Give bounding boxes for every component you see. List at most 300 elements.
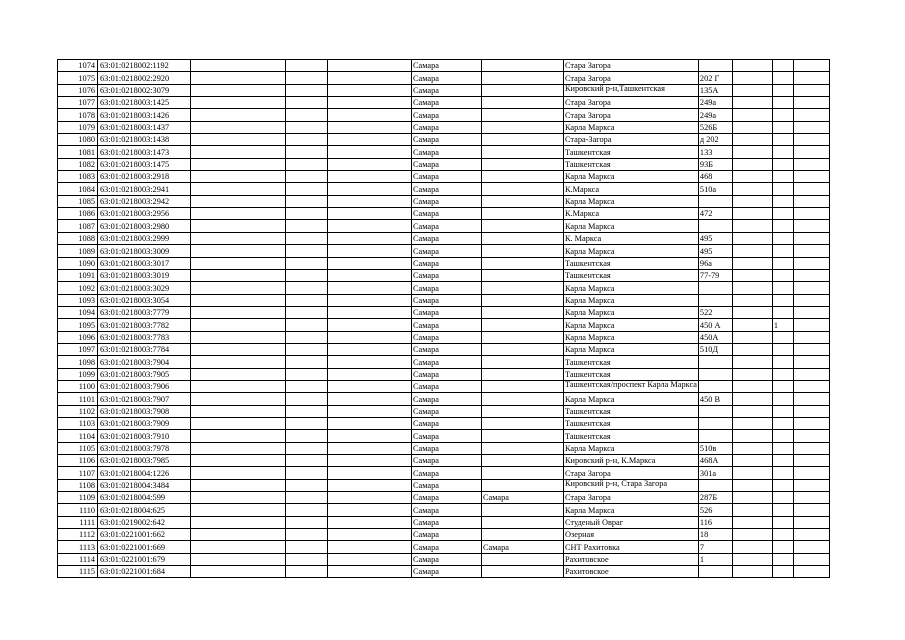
empty-cell (732, 257, 772, 269)
empty-cell (286, 331, 328, 343)
table-row (58, 492, 830, 504)
empty-cell (191, 306, 286, 318)
empty-cell (732, 245, 772, 257)
settlement-cell (482, 269, 564, 281)
extra-cell (772, 467, 793, 479)
house-cell: 18 (698, 529, 732, 541)
empty-cell (191, 60, 286, 72)
settlement-cell (482, 109, 564, 121)
extra-cell (772, 171, 793, 183)
empty-cell (732, 393, 772, 405)
empty-cell (328, 171, 412, 183)
empty-cell (286, 232, 328, 244)
empty-cell (191, 109, 286, 121)
empty-cell (328, 158, 412, 170)
empty-cell (286, 479, 328, 491)
extra-cell (772, 368, 793, 380)
house-cell: 96а (698, 257, 732, 269)
empty-cell (191, 516, 286, 528)
empty-cell (286, 541, 328, 553)
row-number: 1091 (58, 269, 98, 281)
row-number: 1095 (58, 319, 98, 331)
extra-cell (772, 146, 793, 158)
city-cell: Самара (412, 208, 482, 220)
city-cell: Самара (412, 171, 482, 183)
table-row (58, 208, 830, 220)
house-cell: 135А (698, 84, 732, 96)
settlement-cell (482, 282, 564, 294)
cadastral-number: 63:01:0218002:2920 (98, 72, 191, 84)
row-number: 1094 (58, 306, 98, 318)
street-cell: Ташкентская (564, 356, 699, 368)
empty-cell (732, 430, 772, 442)
table-row (58, 146, 830, 158)
city-cell: Самара (412, 134, 482, 146)
house-cell: 116 (698, 516, 732, 528)
empty-cell (191, 294, 286, 306)
row-number: 1089 (58, 245, 98, 257)
empty-cell (732, 294, 772, 306)
empty-cell (732, 479, 772, 491)
table-row (58, 109, 830, 121)
street-cell: Кировский р-н, Стара Загора (564, 479, 699, 491)
empty-cell (286, 405, 328, 417)
settlement-cell (482, 516, 564, 528)
empty-cell (328, 208, 412, 220)
city-cell: Самара (412, 393, 482, 405)
empty-cell (793, 183, 829, 195)
table-row (58, 553, 830, 565)
street-cell: Ташкентская/проспект Карла Маркса (564, 380, 699, 392)
settlement-cell (482, 245, 564, 257)
empty-cell (328, 269, 412, 281)
street-cell: Карла Маркса (564, 220, 699, 232)
table-row (58, 331, 830, 343)
row-number: 1101 (58, 393, 98, 405)
empty-cell (732, 195, 772, 207)
cadastral-number: 63:01:0218003:7783 (98, 331, 191, 343)
extra-cell (772, 97, 793, 109)
house-cell: 249а (698, 97, 732, 109)
empty-cell (793, 146, 829, 158)
extra-cell (772, 343, 793, 355)
street-cell: Стара Загора (564, 109, 699, 121)
table-row (58, 467, 830, 479)
empty-cell (793, 467, 829, 479)
empty-cell (793, 60, 829, 72)
empty-cell (328, 368, 412, 380)
extra-cell (772, 380, 793, 392)
empty-cell (732, 516, 772, 528)
city-cell: Самара (412, 294, 482, 306)
cadastral-number: 63:01:0218003:3009 (98, 245, 191, 257)
cadastral-number: 63:01:0221001:679 (98, 553, 191, 565)
extra-cell (772, 529, 793, 541)
empty-cell (286, 195, 328, 207)
empty-cell (191, 121, 286, 133)
street-cell: Студеный Овраг (564, 516, 699, 528)
street-cell: К.Маркса (564, 183, 699, 195)
empty-cell (793, 121, 829, 133)
house-cell (698, 282, 732, 294)
cadastral-number: 63:01:0221001:662 (98, 529, 191, 541)
empty-cell (286, 306, 328, 318)
house-cell: 202 Г (698, 72, 732, 84)
extra-cell (772, 257, 793, 269)
cadastral-number: 63:01:0218003:2980 (98, 220, 191, 232)
extra-cell (772, 294, 793, 306)
empty-cell (286, 146, 328, 158)
empty-cell (328, 245, 412, 257)
empty-cell (191, 356, 286, 368)
cadastral-number: 63:01:0218003:2941 (98, 183, 191, 195)
street-cell: Карла Маркса (564, 319, 699, 331)
street-cell: Кировский р-н, К.Маркса (564, 455, 699, 467)
house-cell: 526 (698, 504, 732, 516)
empty-cell (328, 84, 412, 96)
empty-cell (732, 356, 772, 368)
row-number: 1088 (58, 232, 98, 244)
empty-cell (286, 566, 328, 578)
row-number: 1092 (58, 282, 98, 294)
empty-cell (191, 343, 286, 355)
extra-cell (772, 442, 793, 454)
empty-cell (191, 553, 286, 565)
row-number: 1083 (58, 171, 98, 183)
house-cell: 1 (698, 553, 732, 565)
city-cell: Самара (412, 282, 482, 294)
table-row (58, 393, 830, 405)
empty-cell (793, 171, 829, 183)
empty-cell (191, 566, 286, 578)
cadastral-number: 63:01:0218004:599 (98, 492, 191, 504)
empty-cell (191, 183, 286, 195)
empty-cell (732, 269, 772, 281)
empty-cell (286, 121, 328, 133)
house-cell: 450 В (698, 393, 732, 405)
cadastral-number: 63:01:0218003:1425 (98, 97, 191, 109)
empty-cell (328, 319, 412, 331)
settlement-cell (482, 134, 564, 146)
empty-cell (191, 331, 286, 343)
empty-cell (328, 183, 412, 195)
table-row (58, 134, 830, 146)
row-number: 1109 (58, 492, 98, 504)
house-cell (698, 356, 732, 368)
row-number: 1085 (58, 195, 98, 207)
empty-cell (732, 208, 772, 220)
empty-cell (191, 134, 286, 146)
cadastral-number: 63:01:0218003:3019 (98, 269, 191, 281)
city-cell: Самара (412, 97, 482, 109)
house-cell (698, 294, 732, 306)
empty-cell (328, 553, 412, 565)
empty-cell (732, 541, 772, 553)
row-number: 1110 (58, 504, 98, 516)
house-cell: 450 А (698, 319, 732, 331)
extra-cell (772, 158, 793, 170)
cadastral-number: 63:01:0218003:7985 (98, 455, 191, 467)
empty-cell (732, 319, 772, 331)
empty-cell (793, 257, 829, 269)
table-row (58, 417, 830, 429)
empty-cell (191, 541, 286, 553)
settlement-cell (482, 121, 564, 133)
empty-cell (732, 529, 772, 541)
empty-cell (328, 294, 412, 306)
row-number: 1086 (58, 208, 98, 220)
empty-cell (793, 269, 829, 281)
city-cell: Самара (412, 220, 482, 232)
extra-cell (772, 121, 793, 133)
empty-cell (793, 380, 829, 392)
city-cell: Самара (412, 319, 482, 331)
empty-cell (191, 232, 286, 244)
empty-cell (732, 220, 772, 232)
empty-cell (732, 171, 772, 183)
city-cell: Самара (412, 195, 482, 207)
row-number: 1102 (58, 405, 98, 417)
empty-cell (732, 380, 772, 392)
table-row (58, 121, 830, 133)
table-row (58, 319, 830, 331)
empty-cell (328, 504, 412, 516)
empty-cell (732, 417, 772, 429)
empty-cell (328, 232, 412, 244)
empty-cell (191, 417, 286, 429)
empty-cell (793, 306, 829, 318)
empty-cell (793, 455, 829, 467)
empty-cell (328, 516, 412, 528)
empty-cell (328, 134, 412, 146)
city-cell: Самара (412, 245, 482, 257)
house-cell: 468 (698, 171, 732, 183)
empty-cell (732, 72, 772, 84)
row-number: 1087 (58, 220, 98, 232)
empty-cell (328, 467, 412, 479)
house-cell: 133 (698, 146, 732, 158)
empty-cell (328, 257, 412, 269)
street-cell: Озерная (564, 529, 699, 541)
empty-cell (191, 430, 286, 442)
empty-cell (286, 319, 328, 331)
empty-cell (328, 393, 412, 405)
street-cell: Ташкентская (564, 405, 699, 417)
empty-cell (328, 442, 412, 454)
city-cell: Самара (412, 331, 482, 343)
house-cell (698, 417, 732, 429)
extra-cell (772, 232, 793, 244)
row-number: 1074 (58, 60, 98, 72)
extra-cell (772, 282, 793, 294)
cadastral-number: 63:01:0218003:7909 (98, 417, 191, 429)
empty-cell (191, 195, 286, 207)
row-number: 1105 (58, 442, 98, 454)
table-row (58, 479, 830, 491)
cadastral-number: 63:01:0218003:1437 (98, 121, 191, 133)
row-number: 1090 (58, 257, 98, 269)
empty-cell (191, 442, 286, 454)
cadastral-number: 63:01:0218003:7907 (98, 393, 191, 405)
table-row (58, 269, 830, 281)
row-number: 1082 (58, 158, 98, 170)
city-cell: Самара (412, 417, 482, 429)
empty-cell (793, 479, 829, 491)
extra-cell (772, 220, 793, 232)
extra-cell (772, 269, 793, 281)
table-row (58, 343, 830, 355)
table-row (58, 232, 830, 244)
settlement-cell (482, 146, 564, 158)
settlement-cell (482, 343, 564, 355)
empty-cell (328, 492, 412, 504)
house-cell (698, 405, 732, 417)
empty-cell (286, 97, 328, 109)
empty-cell (286, 430, 328, 442)
street-cell: Стара-Загора (564, 134, 699, 146)
settlement-cell: Самара (482, 492, 564, 504)
house-cell: 77-79 (698, 269, 732, 281)
empty-cell (191, 393, 286, 405)
house-cell: 472 (698, 208, 732, 220)
row-number: 1104 (58, 430, 98, 442)
cadastral-number: 63:01:0218003:3017 (98, 257, 191, 269)
settlement-cell (482, 380, 564, 392)
empty-cell (793, 294, 829, 306)
city-cell: Самара (412, 183, 482, 195)
cadastral-number: 63:01:0218003:2999 (98, 232, 191, 244)
empty-cell (191, 380, 286, 392)
empty-cell (286, 282, 328, 294)
empty-cell (793, 282, 829, 294)
cadastral-number: 63:01:0218004:3484 (98, 479, 191, 491)
empty-cell (328, 405, 412, 417)
empty-cell (191, 84, 286, 96)
street-cell: Рахитовское (564, 566, 699, 578)
city-cell: Самара (412, 430, 482, 442)
table-row (58, 455, 830, 467)
table-row (58, 566, 830, 578)
row-number: 1076 (58, 84, 98, 96)
empty-cell (328, 72, 412, 84)
street-cell: Карла Маркса (564, 343, 699, 355)
empty-cell (328, 343, 412, 355)
city-cell: Самара (412, 529, 482, 541)
empty-cell (793, 566, 829, 578)
table-row (58, 171, 830, 183)
table-row (58, 430, 830, 442)
empty-cell (328, 109, 412, 121)
empty-cell (191, 220, 286, 232)
empty-cell (328, 306, 412, 318)
row-number: 1096 (58, 331, 98, 343)
settlement-cell (482, 97, 564, 109)
table-row (58, 504, 830, 516)
city-cell: Самара (412, 146, 482, 158)
house-cell (698, 479, 732, 491)
settlement-cell (482, 455, 564, 467)
cadastral-number: 63:01:0218003:7782 (98, 319, 191, 331)
empty-cell (328, 541, 412, 553)
row-number: 1081 (58, 146, 98, 158)
empty-cell (793, 72, 829, 84)
street-cell: Ташкентская (564, 368, 699, 380)
table-row (58, 294, 830, 306)
empty-cell (328, 60, 412, 72)
row-number: 1084 (58, 183, 98, 195)
extra-cell (772, 504, 793, 516)
city-cell: Самара (412, 269, 482, 281)
cadastral-number: 63:01:0219002:642 (98, 516, 191, 528)
empty-cell (328, 195, 412, 207)
extra-cell (772, 245, 793, 257)
empty-cell (793, 442, 829, 454)
empty-cell (732, 60, 772, 72)
street-cell: Стара Загора (564, 72, 699, 84)
empty-cell (328, 529, 412, 541)
city-cell: Самара (412, 479, 482, 491)
empty-cell (732, 442, 772, 454)
empty-cell (191, 504, 286, 516)
empty-cell (286, 343, 328, 355)
cadastral-number: 63:01:0218003:7784 (98, 343, 191, 355)
empty-cell (793, 405, 829, 417)
empty-cell (328, 121, 412, 133)
empty-cell (793, 134, 829, 146)
empty-cell (732, 553, 772, 565)
row-number: 1078 (58, 109, 98, 121)
house-cell: 510а (698, 183, 732, 195)
empty-cell (793, 208, 829, 220)
row-number: 1108 (58, 479, 98, 491)
table-row (58, 72, 830, 84)
empty-cell (286, 442, 328, 454)
empty-cell (793, 553, 829, 565)
house-cell: 510в (698, 442, 732, 454)
empty-cell (732, 331, 772, 343)
cadastral-number: 63:01:0218003:1475 (98, 158, 191, 170)
empty-cell (286, 492, 328, 504)
city-cell: Самара (412, 504, 482, 516)
table-row (58, 380, 830, 392)
street-cell: Ташкентская (564, 257, 699, 269)
empty-cell (191, 455, 286, 467)
extra-cell (772, 417, 793, 429)
street-cell: Ташкентская (564, 146, 699, 158)
extra-cell (772, 72, 793, 84)
empty-cell (286, 208, 328, 220)
extra-cell (772, 405, 793, 417)
settlement-cell (482, 220, 564, 232)
street-cell: Карла Маркса (564, 171, 699, 183)
row-number: 1100 (58, 380, 98, 392)
table-row (58, 306, 830, 318)
empty-cell (793, 109, 829, 121)
extra-cell (772, 134, 793, 146)
street-cell: Стара Загора (564, 97, 699, 109)
house-cell: 495 (698, 245, 732, 257)
house-cell (698, 60, 732, 72)
table-row (58, 158, 830, 170)
row-number: 1106 (58, 455, 98, 467)
street-cell: К.Маркса (564, 208, 699, 220)
street-cell: Карла Маркса (564, 504, 699, 516)
street-cell: СНТ Рахитовка (564, 541, 699, 553)
empty-cell (286, 245, 328, 257)
empty-cell (732, 405, 772, 417)
settlement-cell (482, 393, 564, 405)
empty-cell (732, 306, 772, 318)
